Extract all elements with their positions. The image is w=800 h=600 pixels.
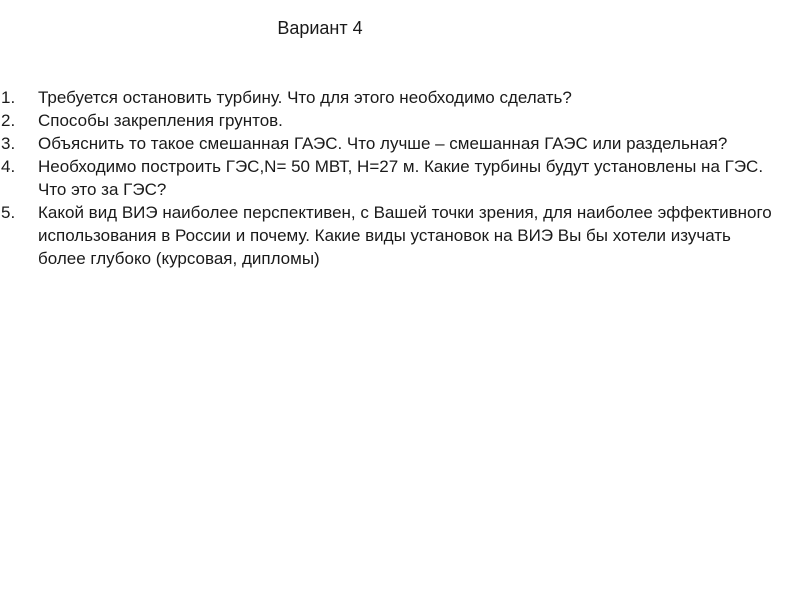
question-number: 1.	[1, 88, 16, 107]
list-item	[0, 201, 780, 270]
list-item	[0, 86, 780, 109]
question-list	[0, 86, 780, 270]
question-text: Необходимо построить ГЭС,N= 50 МВТ, Н=27 м. Какие турбины будут установлены на ГЭС. Что это за ГЭС?	[38, 157, 764, 199]
list-item	[0, 155, 780, 201]
question-number: 2.	[1, 111, 16, 130]
question-text: Объяснить то такое смешанная ГАЭС. Что лучше – смешанная ГАЭС или раздельная?	[38, 134, 728, 153]
question-number: 5.	[1, 203, 16, 222]
question-text: Способы закрепления грунтов.	[38, 111, 283, 130]
list-item	[0, 132, 780, 155]
slide-title: Вариант 4	[277, 18, 363, 38]
question-number: 4.	[1, 157, 16, 176]
list-item	[0, 109, 780, 132]
question-text: Какой вид ВИЭ наиболее перспективен, с Вашей точки зрения, для наиболее эффективного использования в России и почему. Какие виды установок на ВИЭ Вы бы хотели изучать более глубоко (курсовая, дипломы)	[38, 203, 772, 268]
question-text: Требуется остановить турбину. Что для этого необходимо сделать?	[38, 88, 572, 107]
question-number: 3.	[1, 134, 16, 153]
